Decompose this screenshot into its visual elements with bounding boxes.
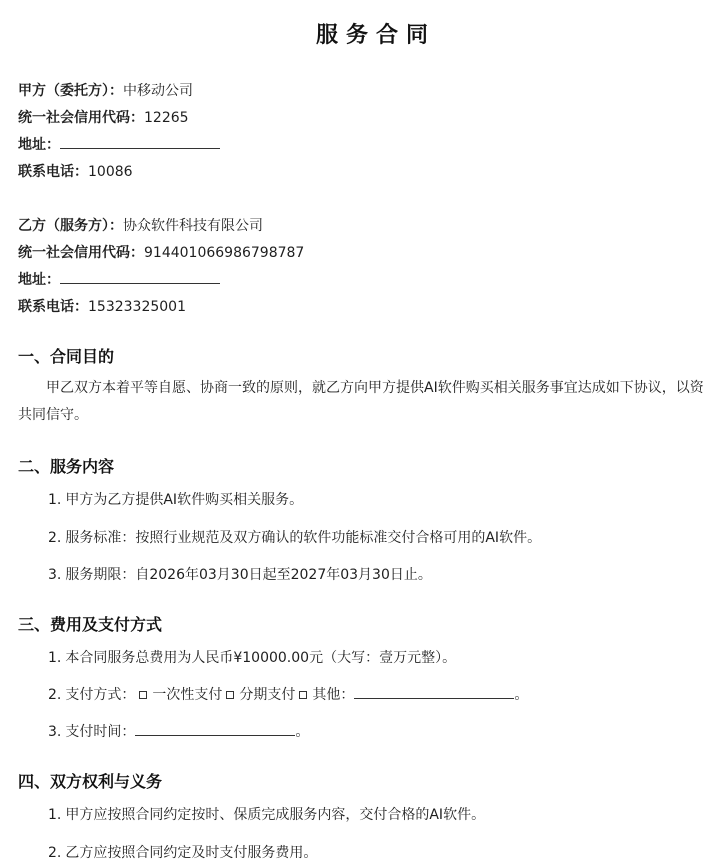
party-b-name-value: 协众软件科技有限公司: [123, 218, 263, 234]
rights-item: [48, 805, 485, 825]
service-item-text: 服务标准：按照行业规范及双方确认的软件功能标准交付合格可用的AI软件。: [65, 530, 542, 546]
fee-item-number: 2.: [48, 687, 62, 703]
party-a-credit-label: 统一社会信用代码：: [18, 110, 144, 126]
party-b-phone-value: 15323325001: [88, 299, 186, 315]
rights-item-text: 乙方应按照合同约定及时支付服务费用。: [65, 845, 318, 861]
rights-item-number: 1.: [48, 807, 62, 823]
fee-item-number: 1.: [48, 650, 62, 666]
section-heading-purpose: 一、合同目的: [18, 347, 115, 366]
rights-item-number: 2.: [48, 845, 62, 861]
party-b-credit-row: [18, 243, 304, 263]
checkbox-installment[interactable]: [226, 691, 234, 699]
party-a-address-blank: [60, 136, 220, 149]
party-b-credit-value: 914401066986798787: [144, 245, 305, 261]
service-item-text: 服务期限：自2026年03月30日起至2027年03月30日止。: [65, 567, 432, 583]
fee-item-text: 本合同服务总费用为人民币¥10000.00元（大写：壹万元整）。: [65, 650, 457, 666]
service-item-text: 甲方为乙方提供AI软件购买相关服务。: [65, 492, 304, 508]
party-b-credit-label: 统一社会信用代码：: [18, 245, 144, 261]
party-a-credit-value: 12265: [144, 110, 189, 126]
service-item-number: 2.: [48, 530, 62, 546]
party-a-phone-label: 联系电话：: [18, 164, 88, 180]
checkbox-lump-sum[interactable]: [139, 691, 147, 699]
party-a-address-row: [18, 135, 220, 155]
payment-other-blank: [354, 686, 514, 699]
section-purpose-paragraph: 甲乙双方本着平等自愿、协商一致的原则，就乙方向甲方提供AI软件购买相关服务事宜达成如下协议，以资共同信守。: [18, 380, 704, 423]
rights-item-text: 甲方应按照合同约定按时、保质完成服务内容，交付合格的AI软件。: [65, 807, 486, 823]
payment-time-label: 支付时间：: [65, 724, 136, 740]
section-heading-service: 二、服务内容: [18, 457, 115, 476]
service-item-number: 1.: [48, 492, 62, 508]
party-a-name-row: [18, 81, 193, 101]
rights-item: [48, 843, 317, 863]
fee-item-number: 3.: [48, 724, 62, 740]
party-b-address-blank: [60, 271, 220, 284]
party-b-address-row: [18, 270, 220, 290]
payment-method-label: 支付方式：: [65, 687, 136, 703]
party-b-name-label: 乙方（服务方）：: [18, 218, 123, 234]
party-a-credit-row: [18, 108, 189, 128]
fee-item-total: [48, 648, 456, 668]
checkbox-other[interactable]: [299, 691, 307, 699]
service-item: [48, 490, 303, 510]
party-b-name-row: [18, 216, 263, 236]
party-a-name-value: 中移动公司: [123, 83, 193, 99]
option-installment-label: 分期支付: [239, 687, 296, 703]
party-a-name-label: 甲方（委托方）：: [18, 83, 123, 99]
section-heading-rights: 四、双方权利与义务: [18, 772, 163, 791]
party-a-phone-value: 10086: [88, 164, 133, 180]
payment-time-end: 。: [295, 724, 310, 740]
party-b-phone-label: 联系电话：: [18, 299, 88, 315]
payment-method-end: 。: [514, 687, 529, 703]
section-heading-fees: 三、费用及支付方式: [18, 615, 163, 634]
fee-item-payment-time: [48, 722, 309, 742]
service-item-number: 3.: [48, 567, 62, 583]
service-item: [48, 565, 432, 585]
fee-item-payment-method: [48, 685, 528, 705]
party-a-phone-row: [18, 162, 133, 182]
option-lump-sum-label: 一次性支付: [152, 687, 223, 703]
party-b-address-label: 地址：: [18, 272, 60, 288]
party-a-address-label: 地址：: [18, 137, 60, 153]
option-other-label: 其他：: [312, 687, 355, 703]
party-b-phone-row: [18, 297, 186, 317]
page-title: 服务合同: [315, 23, 436, 48]
service-item: [48, 528, 541, 548]
payment-time-blank: [135, 723, 295, 736]
